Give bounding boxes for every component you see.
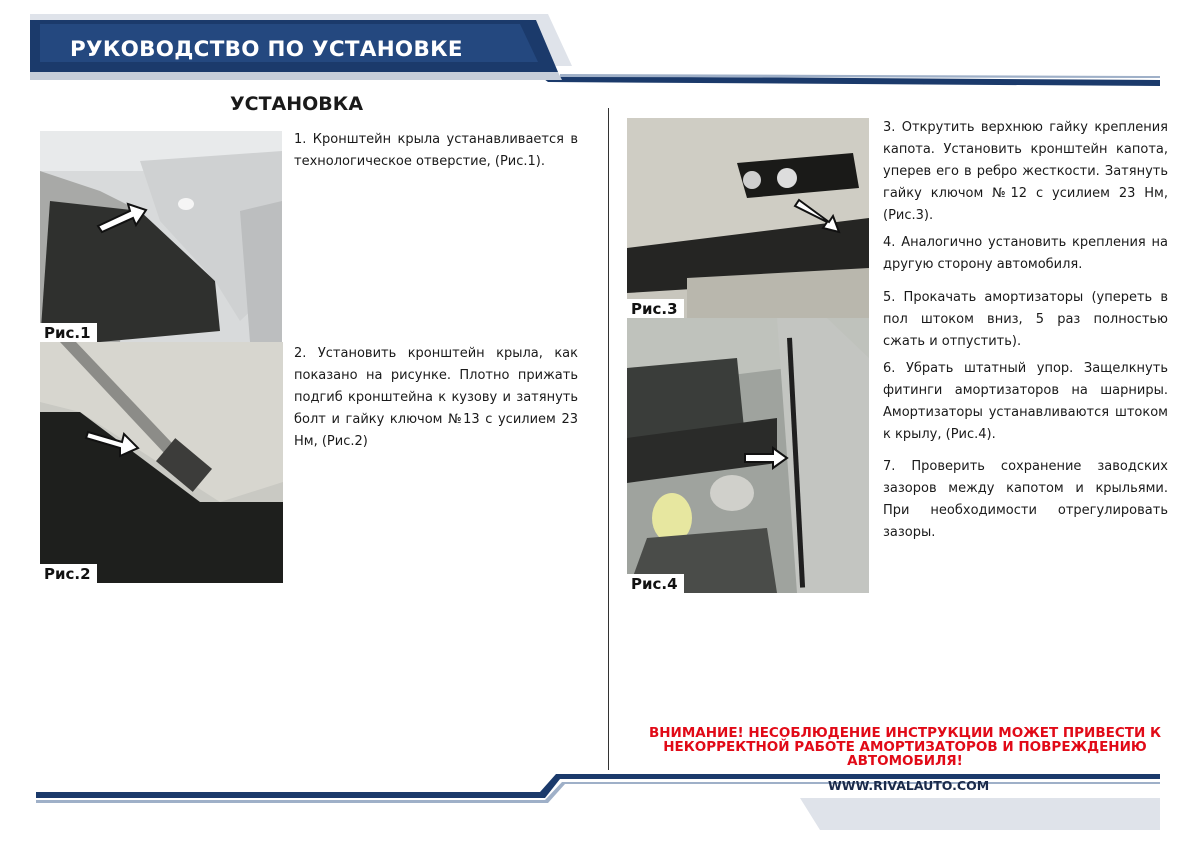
website-url[interactable]: WWW.RIVALAUTO.COM [828,778,990,793]
step-3-text: 3. Открутить верхнюю гайку крепления капота. Установить кронштейн капота, уперев его в ребро жесткости. Затянуть гайку ключом №12 с усилием 23 Нм, (Рис.3). [883,120,1168,223]
step-1-text: 1. Кронштейн крыла устанавливается в технологическое отверстие, (Рис.1). [294,132,578,169]
warning-notice: ВНИМАНИЕ! НЕСОБЛЮДЕНИЕ ИНСТРУКЦИИ МОЖЕТ ПРИВЕСТИ К НЕКОРРЕКТНОЙ РАБОТЕ АМОРТИЗАТОРОВ И ПОВРЕЖДЕНИЮ АВТОМОБИЛЯ! [648,725,1162,769]
footer-banner [0,766,1200,848]
figure-3 [627,118,869,318]
figure-1-photo [40,131,282,342]
step-4-text: 4. Аналогично установить крепления на другую сторону автомобиля. [883,235,1168,272]
figure-4-photo [627,318,869,593]
column-divider [608,108,609,770]
figure-3-label: Рис.3 [627,299,684,318]
document-title: РУКОВОДСТВО ПО УСТАНОВКЕ [70,37,463,61]
figure-1 [40,131,282,342]
figure-2-photo [40,342,283,583]
figure-3-photo [627,118,869,318]
figure-2 [40,342,283,583]
section-title: УСТАНОВКА [230,93,364,115]
step-7-text: 7. Проверить сохранение заводских зазоров между капотом и крыльями. При необходимости отрегулировать зазоры. [883,459,1168,540]
step-2-text: 2. Установить кронштейн крыла, как показано на рисунке. Плотно прижать подгиб кронштейна к кузову и затянуть болт и гайку ключом №13 с усилием 23 Нм, (Рис.2) [294,346,578,449]
figure-4-label: Рис.4 [627,574,684,593]
figure-4 [627,318,869,593]
figure-1-label: Рис.1 [40,323,97,342]
figure-2-label: Рис.2 [40,564,97,583]
step-5-text: 5. Прокачать амортизаторы (упереть в пол штоком вниз, 5 раз полностью сжать и отпустить). [883,290,1168,349]
step-6-text: 6. Убрать штатный упор. Защелкнуть фитинги амортизаторов на шарниры. Амортизаторы устанавливаются штоком к крылу, (Рис.4). [883,361,1168,442]
